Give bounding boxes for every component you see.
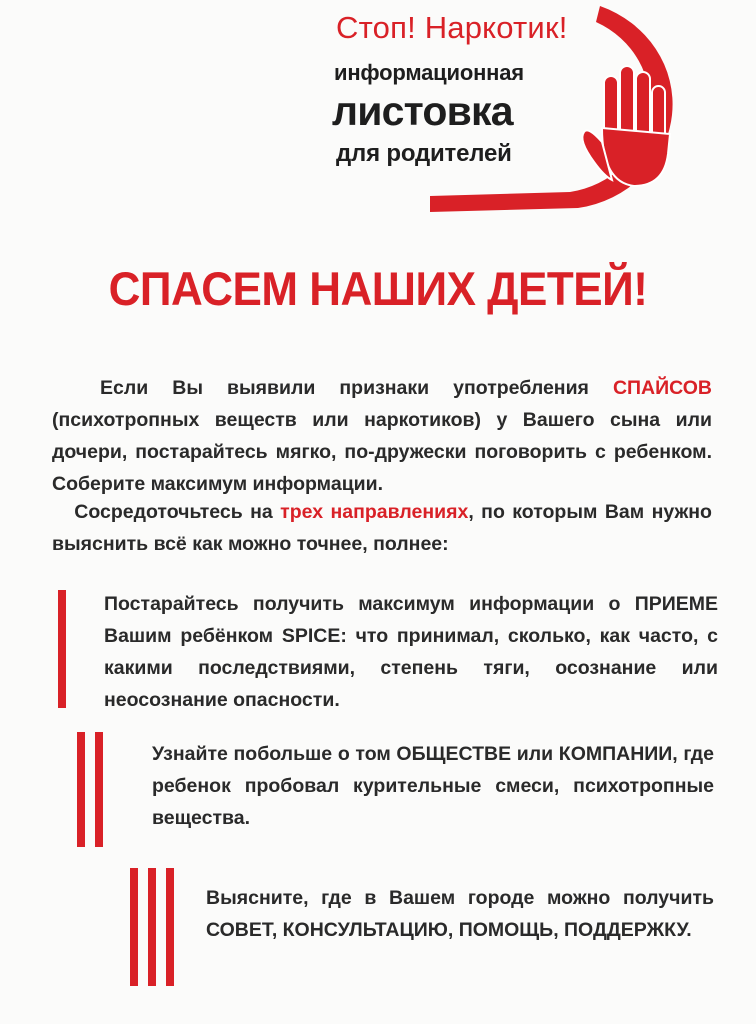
logo-slogan: Стоп! Наркотик! (336, 10, 568, 45)
directions-highlight: трех направлениях (280, 501, 469, 523)
directions-text-1: Сосредоточьтесь на (74, 501, 281, 523)
direction-item-2: Узнайте побольше о том ОБЩЕСТВЕ или КОМПАНИИ, где ребенок пробовал курительные смеси, психотропные вещества. (152, 743, 714, 829)
intro-text-2: (психотропных веществ или наркотиков) у Вашего сына или дочери, постарайтесь мягко, по-дружески поговорить с ребенком. Соберите максимум информации. (52, 409, 712, 495)
logo-line-1: информационная (334, 60, 524, 85)
roman-numeral-2 (77, 732, 103, 847)
directions-text-2: , по которым Вам нужно выяснить всё как можно точнее, полнее: (52, 501, 712, 555)
intro-paragraph (52, 372, 712, 500)
roman-numeral-1 (58, 590, 66, 708)
roman-numeral-3 (130, 868, 174, 986)
logo (320, 0, 740, 230)
direction-item-3: Выясните, где в Вашем городе можно получить СОВЕТ, КОНСУЛЬТАЦИЮ, ПОМОЩЬ, ПОДДЕРЖКУ. (206, 887, 714, 941)
intro-text-1: Если Вы выявили признаки употребления (100, 377, 613, 399)
headline: СПАСЕМ НАШИХ ДЕТЕЙ! (108, 263, 648, 316)
logo-line-2: листовка (332, 88, 513, 134)
direction-item-1: Постарайтесь получить максимум информации о ПРИЕМЕ Вашим ребёнком SPICE: что принимал, сколько, как часто, с какими последствиями, степень тяги, осознание или неосознание опасности. (104, 593, 718, 711)
directions-paragraph (52, 496, 712, 560)
intro-highlight: СПАЙСОВ (612, 377, 712, 399)
logo-line-3: для родителей (336, 140, 512, 167)
